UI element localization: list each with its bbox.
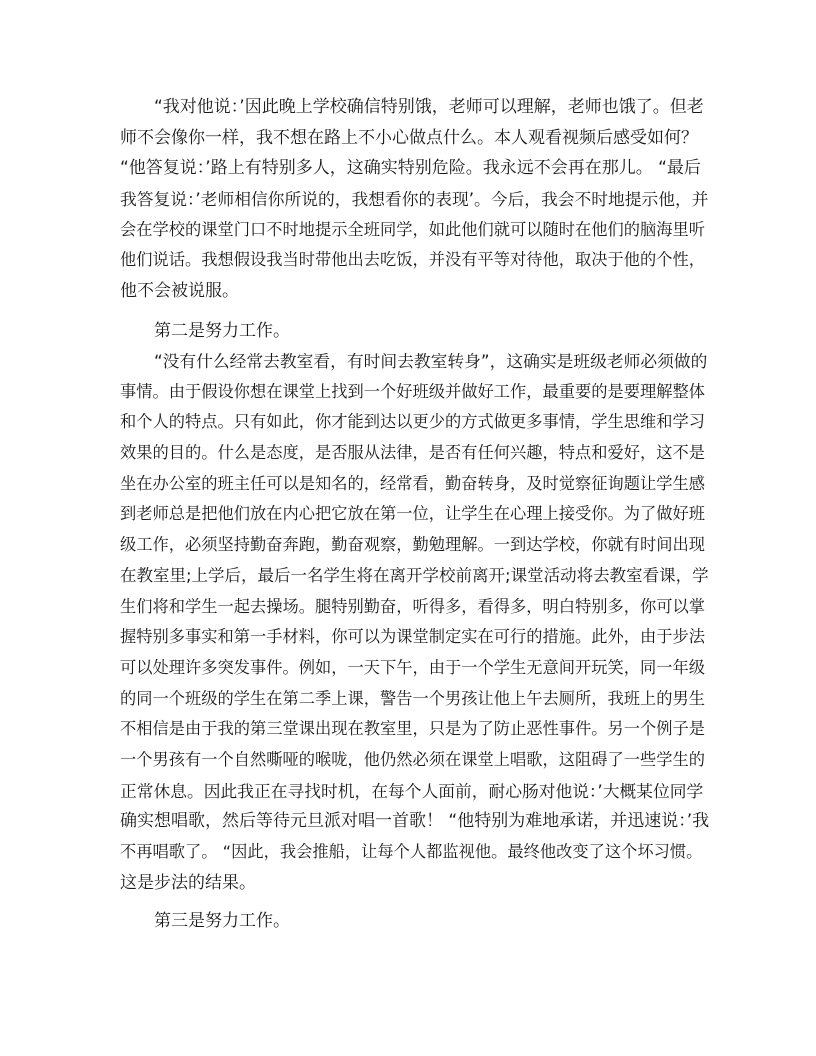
text-line: 在教室里;上学后，最后一名学生将在离开学校前离开;课堂活动将去教室看课，学 [120, 565, 709, 585]
text-line: 我答复说：’老师相信你所说的，我想看你的表现’。今后，我会不时地提示他，并 [120, 189, 709, 210]
text-line: 级工作，必须坚持勤奋奔跑，勤奋观察，勤勉理解。一到达学校，你就有时间出现 [120, 535, 705, 555]
text-line: 的同一个班级的学生在第二季上课，警告一个男孩让他上午去厕所，我班上的男生 [120, 688, 705, 708]
text-line: 确实想唱歌，然后等待元旦派对唱一首歌！ “他特别为难地承诺，并迅速说：’我 [120, 811, 710, 832]
text-line: 不再唱歌了。 “因此，我会推船，让每个人都监视他。最终他改变了这个坏习惯。 [120, 842, 703, 861]
text-line: 正常休息。因此我正在寻找时机，在每个人面前，耐心肠对他说：’大概某位同学 [120, 780, 704, 801]
text-line: 事情。由于假设你想在课堂上找到一个好班级并做好工作，最重要的是要理解整体 [120, 381, 705, 401]
text-line: 不相信是由于我的第三堂课出现在教室里，只是为了防止恶性事件。另一个例子是 [120, 719, 705, 739]
document-page [120, 0, 710, 1056]
text-line: 会在学校的课堂门口不时地提示全班同学，如此他们就可以随时在他们的脑海里听 [120, 219, 705, 239]
text-line: 到老师总是把他们放在内心把它放在第一位，让学生在心理上接受你。为了做好班 [120, 504, 705, 524]
text-line: 第二是努力工作。 [154, 321, 290, 341]
text-line: 可以处理许多突发事件。例如，一天下午，由于一个学生无意间开玩笑，同一年级 [120, 657, 705, 677]
paragraph-classroom [120, 346, 710, 898]
text-line: 师不会像你一样，我不想在路上不小心做点什么。本人观看视频后感受如何？ [120, 127, 698, 148]
text-line: 他不会被说服。 [120, 281, 239, 302]
text-line: 生们将和学生一起去操场。腿特别勤奋，听得多，看得多，明白特别多，你可以掌 [120, 596, 705, 616]
section-heading-third [120, 906, 710, 937]
text-line: 和个人的特点。只有如此，你才能到达以更少的方式做更多事情，学生思维和学习 [120, 412, 705, 432]
text-line: “没有什么经常去教室看，有时间去教室转身”，这确实是班级老师必须做的 [154, 351, 708, 371]
text-line: “他答复说：’路上有特别多人，这确实特别危险。我永远不会再在那儿。 “最后 [120, 158, 701, 179]
text-line: 这是步法的结果。 [120, 872, 256, 893]
section-heading-second [120, 316, 710, 347]
text-line: 握特别多事实和第一手材料，你可以为课堂制定实在可行的措施。此外，由于步法 [120, 627, 705, 647]
paragraph-dialogue [120, 92, 710, 307]
text-line: 他们说话。我想假设我当时带他出去吃饭，并没有平等对待他，取决于他的个性， [120, 250, 705, 270]
text-line: 坐在办公室的班主任可以是知名的，经常看，勤奋转身，及时觉察征询题让学生感 [120, 473, 705, 493]
text-line: “我对他说：’因此晚上学校确信特别饿，老师可以理解，老师也饿了。但老 [154, 97, 704, 117]
text-line: 第三是努力工作。 [154, 911, 290, 931]
text-line: 效果的目的。什么是态度，是否服从法律，是否有任何兴趣，特点和爱好，这不是 [120, 443, 705, 463]
text-line: 一个男孩有一个自然嘶哑的喉咙，他仍然必须在课堂上唱歌，这阻碍了一些学生的 [120, 749, 705, 769]
